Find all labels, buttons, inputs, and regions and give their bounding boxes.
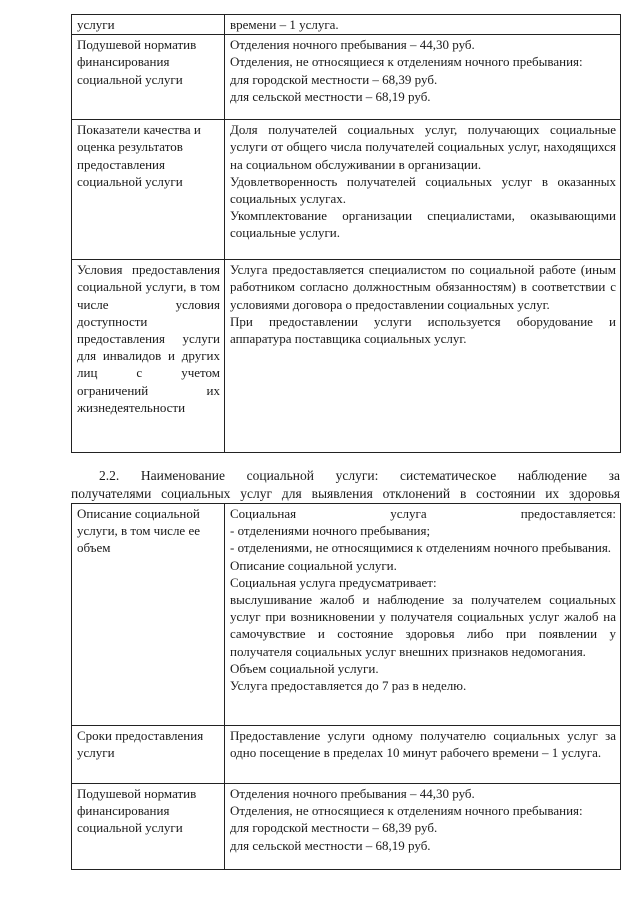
label-text: Показатели качества и оценка результатов предоставления социальной услуги [77, 122, 201, 189]
content-paragraph: Предоставление услуги одному получателю социальных услуг за одно посещение в пределах 10 минут рабочего времени – 1 услуга. [230, 728, 616, 761]
row-label [72, 504, 225, 726]
table-row [72, 35, 621, 120]
content-paragraph: - отделениями, не относящимися к отделениям ночного пребывания. [230, 540, 612, 556]
row-label [72, 35, 225, 120]
content-paragraph: для городской местности – 68,39 руб. [230, 820, 438, 836]
row-content [225, 784, 621, 870]
table-row [72, 120, 621, 260]
content-paragraph: Отделения ночного пребывания – 44,30 руб. [230, 786, 475, 801]
row-content [225, 15, 621, 35]
service-table-2 [71, 503, 621, 870]
row-label [72, 784, 225, 870]
content-paragraph: Доля получателей социальных услуг, получающих социальные услуги от общего числа получателей социальных услуг, находящихся на социальном обслуживании в организации. [230, 122, 616, 172]
table-row [72, 260, 621, 453]
content-paragraph: При предоставлении услуги используется оборудование и аппаратура поставщика социальных услуг. [230, 313, 616, 347]
label-text: Подушевой норматив финансирования социальной услуги [77, 786, 197, 836]
row-content [225, 726, 621, 784]
label-text: Сроки предоставления услуги [77, 728, 204, 761]
label-text: Условия предоставления социальной услуги, в том числе условия доступности предоставления услуги для инвалидов и других лиц с учетом ограничений их жизнедеятельности [77, 262, 220, 415]
content-paragraph: Социальная услуга предусматривает: [230, 574, 437, 590]
section-heading [71, 467, 620, 503]
content-paragraph: Удовлетворенность получателей социальных услуг в оказанных социальных услугах. [230, 173, 616, 207]
label-text: Подушевой норматив финансирования социальной услуги [77, 37, 197, 87]
row-content [225, 504, 621, 726]
content-paragraph: Услуга предоставляется специалистом по социальной работе (иным работником согласно должностным обязанностям) в соответствии с условиями договора о предоставлении социальных услуг. [230, 262, 616, 312]
heading-line: получателями социальных услуг для выявления отклонений в состоянии их здоровья [71, 486, 620, 501]
row-label [72, 726, 225, 784]
content-paragraph: для городской местности – 68,39 руб. [230, 71, 438, 87]
row-label [72, 120, 225, 260]
content-paragraph: времени – 1 услуга. [230, 17, 339, 32]
content-paragraph: Отделения ночного пребывания – 44,30 руб. [230, 37, 475, 53]
row-content [225, 35, 621, 120]
table-row [72, 15, 621, 35]
content-paragraph: для сельской местности – 68,19 руб. [230, 837, 431, 853]
content-paragraph: Социальная услуга предоставляется: [230, 506, 616, 521]
content-paragraph: - отделениями ночного пребывания; [230, 523, 431, 539]
row-content [225, 260, 621, 453]
label-text: услуги [77, 17, 115, 32]
row-label [72, 15, 225, 35]
content-paragraph: Описание социальной услуги. [230, 557, 397, 573]
content-paragraph: Объем социальной услуги. [230, 660, 379, 676]
heading-line: 2.2. Наименование социальной услуги: систематическое наблюдение за [99, 468, 620, 483]
label-text: Описание социальной услуги, в том числе ее объем [77, 506, 200, 556]
content-paragraph: Услуга предоставляется до 7 раз в неделю. [230, 678, 467, 694]
row-label [72, 260, 225, 453]
content-paragraph: Отделения, не относящиеся к отделениям ночного пребывания: [230, 54, 583, 70]
table-row [72, 726, 621, 784]
content-paragraph: Укомплектование организации специалистами, оказывающими социальные услуги. [230, 208, 616, 241]
table-row [72, 504, 621, 726]
service-table-1 [71, 14, 621, 453]
row-content [225, 120, 621, 260]
content-paragraph: для сельской местности – 68,19 руб. [230, 88, 431, 104]
table-row [72, 784, 621, 870]
content-paragraph: выслушивание жалоб и наблюдение за получателем социальных услуг при возникновении у получателя социальных услуг жалоб на самочувствие и состояние здоровья либо при появлении у получателя социальных услуг внешних признаков недомогания. [230, 592, 616, 659]
content-paragraph: Отделения, не относящиеся к отделениям ночного пребывания: [230, 803, 583, 819]
